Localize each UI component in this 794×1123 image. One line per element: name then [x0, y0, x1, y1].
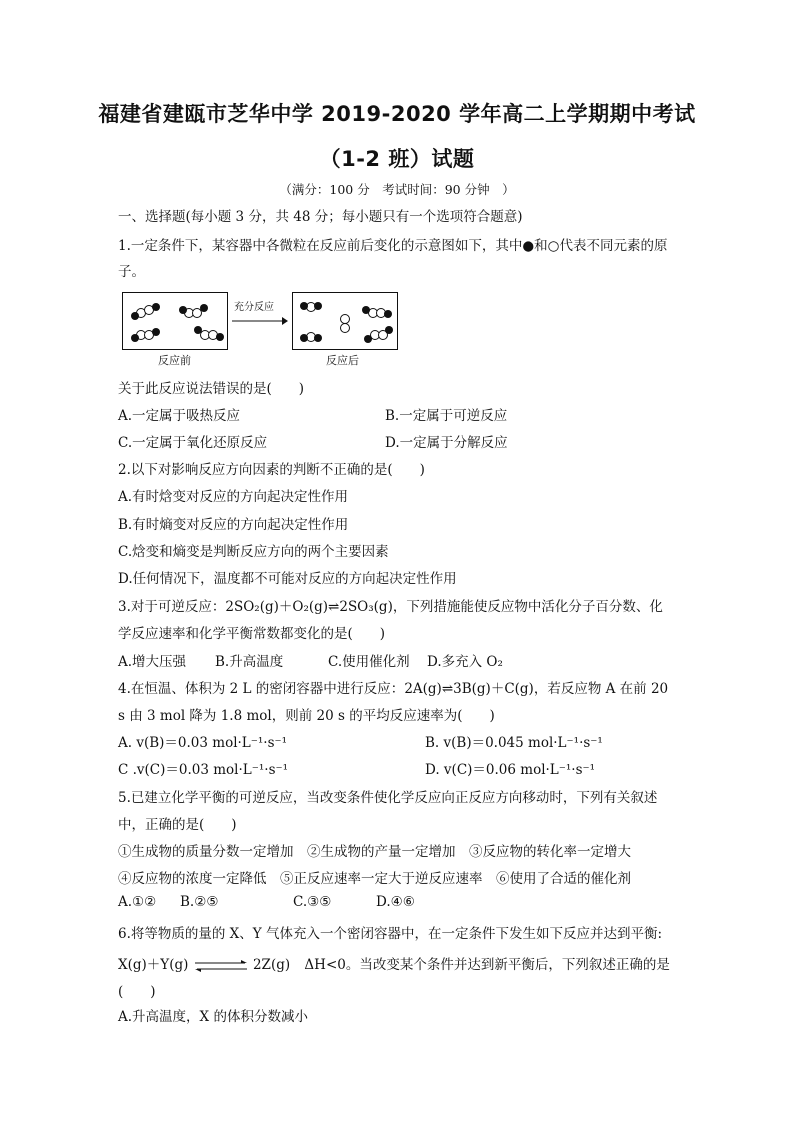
q5-option-c: C.③⑤ [293, 894, 332, 910]
exam-meta: （满分：100 分 考试时间：90 分钟 ） [279, 182, 515, 197]
q2-stem: 2.以下对影响反应方向因素的判断不正确的是( ) [118, 462, 425, 478]
q2-option-c: C.焓变和熵变是判断反应方向的两个主要因素 [118, 544, 389, 560]
q5-stem-line1: 5.已建立化学平衡的可逆反应，当改变条件使化学反应向正反应方向移动时，下列有关叙述 [118, 790, 658, 806]
q4-stem-post: ，若反应物 A 在前 20 [533, 681, 669, 697]
molecules-after [293, 293, 397, 349]
q1-option-d: D.一定属于分解反应 [385, 435, 508, 451]
q1-option-a: A.一定属于吸热反应 [118, 408, 241, 424]
exam-title-line1: 福建省建瓯市芝华中学 2019-2020 学年高二上学期期中考试 [98, 102, 696, 126]
q1-option-b: B.一定属于可逆反应 [385, 408, 508, 424]
q6-stem-line1: 6.将等物质的量的 X、Y 气体充入一个密闭容器中，在一定条件下发生如下反应并达到平衡: [118, 926, 663, 942]
reaction-diagram [118, 288, 408, 366]
q6-eq-left: X(g)＋Y(g) [118, 957, 189, 973]
q3-stem-line2: 学反应速率和化学平衡常数都变化的是( ) [118, 626, 386, 642]
q6-option-a: A.升高温度，X 的体积分数减小 [118, 1009, 308, 1025]
q4-option-c: C .v(C)＝0.03 mol·L⁻¹·s⁻¹ [118, 762, 289, 778]
q3-equation: 2SO₂(g)＋O₂(g)⇌2SO₃(g) [225, 599, 393, 615]
q2-option-b: B.有时熵变对反应的方向起决定性作用 [118, 517, 349, 533]
q2-option-d: D.任何情况下，温度都不可能对反应的方向起决定性作用 [118, 571, 457, 587]
q3-option-b: B.升高温度 [215, 654, 284, 670]
q3-stem-pre: 3.对于可逆反应： [118, 599, 226, 615]
q6-answer-bracket: ( ) [118, 984, 156, 1000]
before-caption: 反应前 [158, 354, 191, 367]
after-caption: 反应后 [326, 354, 359, 367]
exam-title-line2: （1-2 班）试题 [319, 147, 475, 171]
q4-stem-line1 [118, 677, 668, 697]
q6-delta-h: ΔH<0。当改变某个条件并达到新平衡后，下列叙述正确的是 [304, 957, 670, 973]
q4-stem-line2: s 由 3 mol 降为 1.8 mol，则前 20 s 的平均反应速率为( ) [118, 708, 495, 724]
q5-statements-2: ④反应物的浓度一定降低 ⑤正反应速率一定大于逆反应速率 ⑥使用了合适的催化剂 [118, 871, 631, 887]
q4-stem-pre: 4.在恒温、体积为 2 L 的密闭容器中进行反应： [118, 681, 405, 697]
q5-statements-1: ①生成物的质量分数一定增加 ②生成物的产量一定增加 ③反应物的转化率一定增大 [118, 844, 631, 860]
section-heading: 一、选择题(每小题 3 分，共 48 分；每小题只有一个选项符合题意) [118, 209, 523, 225]
q4-equation: 2A(g)⇌3B(g)＋C(g) [404, 681, 534, 697]
q2-option-a: A.有时焓变对反应的方向起决定性作用 [118, 489, 349, 505]
before-box [122, 292, 228, 350]
q5-stem-line2: 中，正确的是( ) [118, 817, 237, 833]
after-box [292, 292, 398, 350]
q3-option-d: D.多充入 O₂ [427, 654, 503, 670]
q1-prompt: 关于此反应说法错误的是( ) [118, 381, 305, 397]
q3-option-a: A.增大压强 [118, 654, 187, 670]
q4-option-a: A. v(B)＝0.03 mol·L⁻¹·s⁻¹ [118, 735, 288, 751]
q3-option-c: C.使用催化剂 [328, 654, 410, 670]
q1-stem-line1: 1.一定条件下，某容器中各微粒在反应前后变化的示意图如下，其中●和○代表不同元素的原 [118, 238, 668, 254]
q1-option-c: C.一定属于氧化还原反应 [118, 435, 268, 451]
q4-option-b: B. v(B)＝0.045 mol·L⁻¹·s⁻¹ [425, 735, 603, 751]
arrow-label: 充分反应 [234, 302, 274, 313]
equilibrium-arrow-icon [193, 959, 249, 973]
q6-equation-line [118, 953, 670, 973]
q5-option-a: A.①② [118, 894, 157, 910]
q5-option-b: B.②⑤ [180, 894, 219, 910]
q1-stem-line2: 子。 [118, 264, 145, 280]
q3-stem-post: ，下列措施能使反应物中活化分子百分数、化 [392, 599, 663, 615]
molecules-before [123, 293, 227, 349]
q6-eq-right: 2Z(g) [252, 957, 291, 973]
q3-stem-line1 [118, 595, 663, 615]
q5-option-d: D.④⑥ [376, 894, 415, 910]
reaction-arrow [230, 316, 288, 326]
q4-option-d: D. v(C)＝0.06 mol·L⁻¹·s⁻¹ [425, 762, 596, 778]
